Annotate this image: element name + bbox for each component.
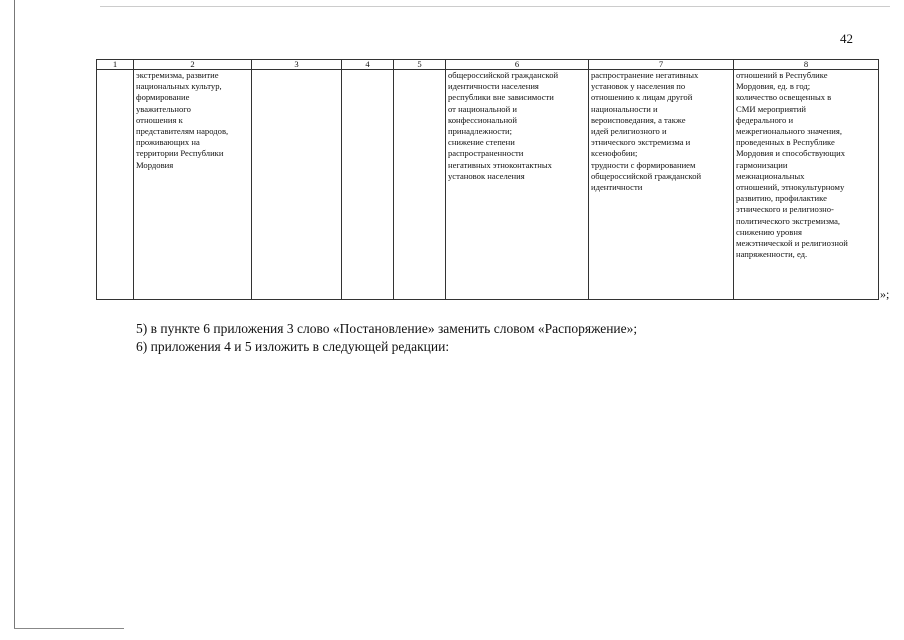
column-number-4: 4 xyxy=(342,60,394,70)
table-cell-1 xyxy=(97,70,134,300)
instruction-item-5: 5) в пункте 6 приложения 3 слово «Постановление» заменить словом «Распоряжение»; xyxy=(136,321,638,336)
amendment-instructions xyxy=(136,320,637,356)
table-cell-2: экстремизма, развитие национальных культур, формирование уважительного отношения к представителям народов, проживающих на территории Республики Мордовия xyxy=(134,70,252,300)
instruction-item-6: 6) приложения 4 и 5 изложить в следующей редакции: xyxy=(136,339,450,354)
table-cell-4 xyxy=(342,70,394,300)
program-table xyxy=(96,59,879,300)
table-cell-6: общероссийской гражданской идентичности населения республики вне зависимости от национальной и конфессиональной принадлежности; снижение степени распространенности негативных этноконтактных установок населения xyxy=(446,70,589,300)
column-number-3: 3 xyxy=(252,60,342,70)
page-left-edge xyxy=(14,0,15,628)
page-top-edge xyxy=(100,6,890,7)
column-number-8: 8 xyxy=(734,60,879,70)
table-cell-5 xyxy=(394,70,446,300)
column-number-2: 2 xyxy=(134,60,252,70)
page-number: 42 xyxy=(840,31,853,46)
column-number-6: 6 xyxy=(446,60,589,70)
closing-quote-mark: »; xyxy=(880,287,890,301)
table-cell-8: отношений в Республике Мордовия, ед. в год; количество освещенных в СМИ мероприятий федерального и межрегионального значения, проведенных в Республике Мордовия и способствующих гармонизации межнациональных отношений, этнокультурному развитию, профилактике этнического и религиозно- политического экстремизма, снижению уровня межэтнической и религиозной напряженности, ед. xyxy=(734,70,879,300)
table-row xyxy=(97,70,879,300)
table-cell-3 xyxy=(252,70,342,300)
column-number-7: 7 xyxy=(589,60,734,70)
table-header-row xyxy=(97,60,879,70)
column-number-5: 5 xyxy=(394,60,446,70)
page-bottom-edge xyxy=(14,628,124,629)
column-number-1: 1 xyxy=(97,60,134,70)
table-cell-7: распространение негативных установок у населения по отношению к лицам другой национальности и вероисповедания, а также идей религиозного и этнического экстремизма и ксенофобии; трудности с формированием общероссийской гражданской идентичности xyxy=(589,70,734,300)
